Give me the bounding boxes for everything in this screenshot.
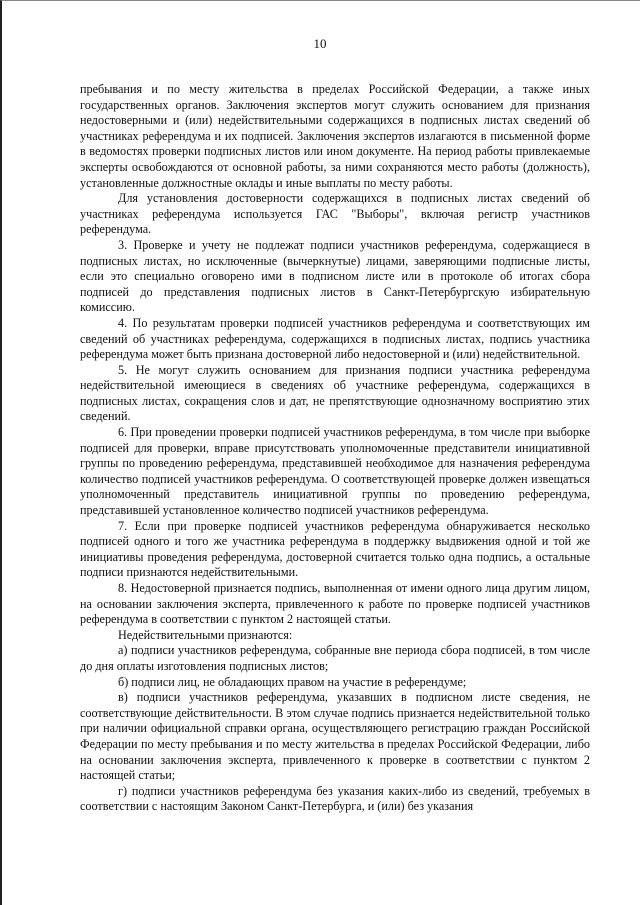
list-item-b: б) подписи лиц, не обладающих правом на участие в референдуме; [118,674,467,689]
paragraph-gas-vybory: Для установления достоверности содержащихся в подписных листах сведений об участниках референдума используется ГАС "Выборы", включая регистр участников референдума. [80,191,590,237]
paragraph-invalid-intro: Недействительными признаются: [118,627,293,642]
paragraph-continuation: пребывания и по месту жительства в пределах Российской Федерации, а также иных государственных органов. Заключения экспертов могут служить основанием для признания недостоверными и (или) недействительными содержащихся в подписных листах сведений об участниках референдума и их подписей. Заключения экспертов излагаются в письменной форме в ведомостях проверки подписных листов или ином документе. На период работы привлекаемые эксперты освобождаются от основной работы, за ними сохраняются место работы (должность), установленные должностные оклады и иные выплаты по месту работы. [80,82,590,190]
paragraph-item-8: 8. Недостоверной признается подпись, выполненная от имени одного лица другим лицом, на основании заключения эксперта, привлеченного к работе по проверке подписей участников референдума в соответствии с пунктом 2 настоящей статьи. [80,581,590,627]
list-item-a: а) подписи участников референдума, собранные вне периода сбора подписей, в том числе до дня оплаты изготовления подписных листов; [80,643,590,673]
paragraph-item-7: 7. Если при проверке подписей участников референдума обнаруживается несколько подписей одного и того же участника референдума в поддержку выдвижения одной и той же инициативы проведения референдума, достоверной считается только одна подпись, а остальные подписи признаются недействительными. [80,518,590,580]
list-item-g: г) подписи участников референдума без указания каких-либо из сведений, требуемых в соответствии с настоящим Законом Санкт-Петербурга, и (или) без указания [80,783,590,814]
paragraph-item-3: 3. Проверке и учету не подлежат подписи участников референдума, содержащиеся в подписных листах, но исключенные (вычеркнутые) лицами, заверяющими подписные листы, если это специально оговорено ими в подписном листе или в протоколе об итогах сбора подписей до представления подписных листов в Санкт-Петербургскую избирательную комиссию. [80,237,590,315]
paragraph-item-5: 5. Не могут служить основанием для признания подписи участника референдума недействительной имеющиеся в сведениях об участнике референдума, содержащихся в подписных листах, сокращения слов и дат, не препятствующие однозначному восприятию этих сведений. [80,362,590,424]
list-item-v: в) подписи участников референдума, указавших в подписном листе сведения, не соответствующие действительности. В этом случае подпись признается недействительной только при наличии официальной справки органа, осуществляющего регистрацию граждан Российской Федерации по месту пребывания и по месту жительства в пределах Российской Федерации, либо на основании заключения эксперта, привлеченного к проверке в соответствии с пунктом 2 настоящей статьи; [80,690,590,783]
document-body [80,82,590,815]
page-number: 10 [313,36,327,51]
paragraph-item-4: 4. По результатам проверки подписей участников референдума и соответствующих им сведений об участниках референдума, содержащихся в подписных листах, подпись участника референдума может быть признана достоверной либо недостоверной и (или) недействительной. [80,315,590,362]
paragraph-item-6: 6. При проведении проверки подписей участников референдума, в том числе при выборке подписей для проверки, вправе присутствовать уполномоченные представители инициативной группы по проведению референдума, представившей необходимое для назначения референдума количество подписей участников референдума. О соответствующей проверке должен извещаться уполномоченный представитель инициативной группы по проведению референдума, представившей установленное количество подписей участников референдума. [80,425,590,518]
